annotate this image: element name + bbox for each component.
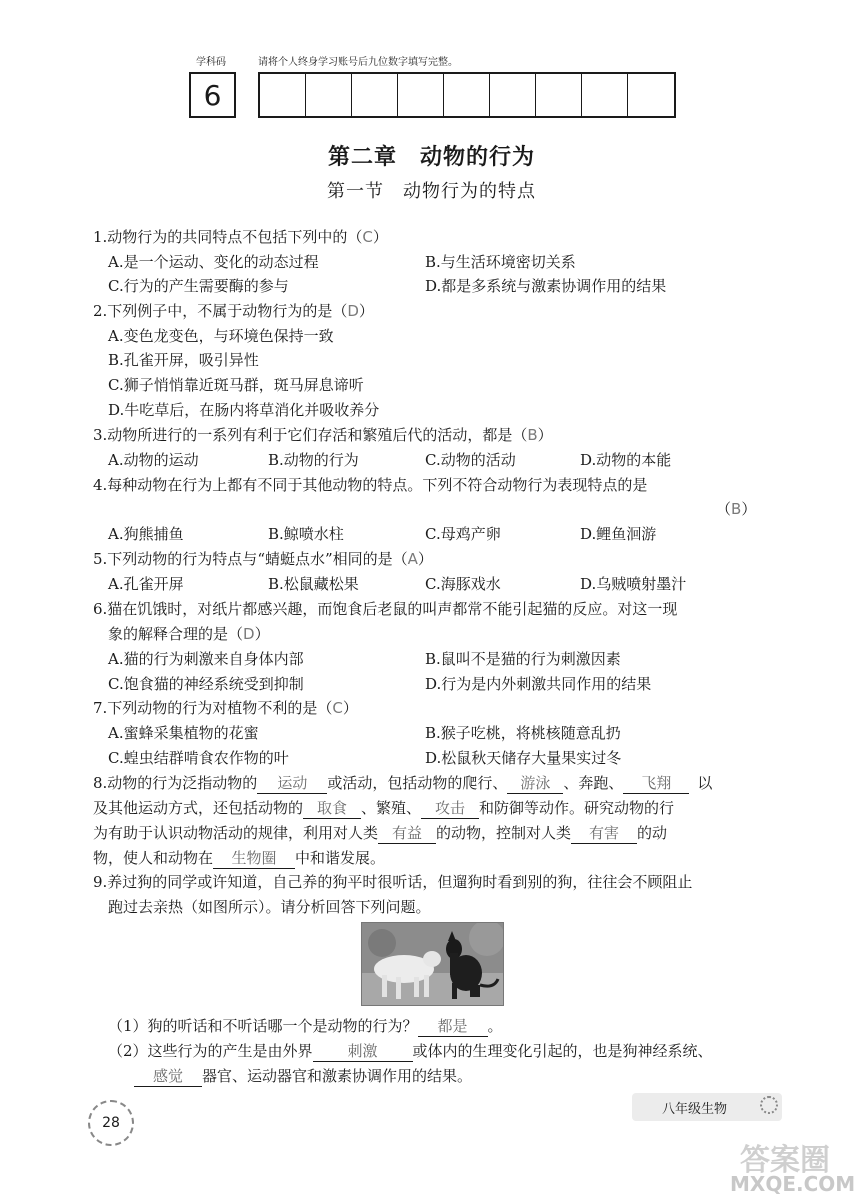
account-cell[interactable] <box>536 74 582 116</box>
chapter-title: 第二章 动物的行为 <box>327 145 535 170</box>
question-5-option-d: D.乌贼喷射墨汁 <box>580 575 687 593</box>
question-5-option-b: B.松鼠藏松果 <box>268 575 359 593</box>
question-2-answer: D <box>347 302 359 320</box>
question-9-line2: 跑过去亲热（如图所示）。请分析回答下列问题。 <box>108 898 431 916</box>
account-number-grid[interactable] <box>258 72 676 118</box>
question-6-option-c: C.饱食猫的神经系统受到抑制 <box>108 675 304 693</box>
watermark-logo: 答案圈 <box>740 1143 830 1178</box>
account-cell[interactable] <box>490 74 536 116</box>
question-6-option-a: A.猫的行为刺激来自身体内部 <box>108 650 304 668</box>
question-4-option-d: D.鲤鱼洄游 <box>580 525 657 543</box>
q9-sub1-blank[interactable]: 都是 <box>418 1016 488 1037</box>
question-2-option-a: A.变色龙变色，与环境色保持一致 <box>108 327 334 345</box>
question-3-stem: 3.动物所进行的一系列有利于它们存活和繁殖后代的活动，都是（B） <box>93 426 553 444</box>
question-3-option-c: C.动物的活动 <box>425 451 516 469</box>
question-5-answer: A <box>407 550 418 568</box>
question-3-option-a: A.动物的运动 <box>108 451 199 469</box>
account-cell[interactable] <box>306 74 352 116</box>
question-9-sub2-line2: 感觉 器官、运动器官和激素协调作用的结果。 <box>134 1066 472 1086</box>
question-5-option-c: C.海豚戏水 <box>425 575 501 593</box>
question-6-answer: D <box>243 625 255 643</box>
account-cell[interactable] <box>628 74 674 116</box>
question-2-option-c: C.狮子悄悄靠近斑马群，斑马屏息谛听 <box>108 376 364 394</box>
question-2-option-d: D.牛吃草后，在肠内将草消化并吸收养分 <box>108 401 380 419</box>
account-cell[interactable] <box>398 74 444 116</box>
question-1-option-d: D.都是多系统与激素协调作用的结果 <box>425 277 667 295</box>
q8-blank-8[interactable]: 生物圈 <box>213 848 295 869</box>
question-4-option-c: C.母鸡产卵 <box>425 525 501 543</box>
question-4-answer: B <box>731 500 742 518</box>
question-6-stem-line2: 象的解释合理的是（D） <box>108 625 270 643</box>
account-cell[interactable] <box>260 74 306 116</box>
subject-code-label: 学科码 <box>196 57 226 68</box>
q8-blank-2[interactable]: 游泳 <box>507 773 563 794</box>
question-8-line4: 物，使人和动物在 生物圈 中和谐发展。 <box>93 849 386 867</box>
q8-blank-5[interactable]: 攻击 <box>421 798 479 819</box>
question-7-answer: C <box>332 699 343 717</box>
question-3-option-d: D.动物的本能 <box>580 451 672 469</box>
question-3-option-b: B.动物的行为 <box>268 451 359 469</box>
question-4-stem: 4.每种动物在行为上都有不同于其他动物的特点。下列不符合动物行为表现特点的是 <box>93 476 648 494</box>
dogs-illustration <box>362 923 504 1006</box>
subject-code-box: 6 <box>189 72 236 118</box>
q8-blank-7[interactable]: 有害 <box>571 823 637 844</box>
page-number: 28 <box>88 1100 134 1146</box>
account-cell[interactable] <box>352 74 398 116</box>
watermark-url: MXQE.COM <box>730 1172 856 1196</box>
question-7-option-b: B.猴子吃桃，将桃核随意乱扔 <box>425 724 621 742</box>
question-2-stem: 2.下列例子中，不属于动物行为的是（D） <box>93 302 374 320</box>
question-1-stem: 1.动物行为的共同特点不包括下列中的（C） <box>93 228 388 246</box>
question-6-option-d: D.行为是内外刺激共同作用的结果 <box>425 675 652 693</box>
question-3-answer: B <box>527 426 538 444</box>
question-5-stem: 5.下列动物的行为特点与“蜻蜓点水”相同的是（A） <box>93 550 433 568</box>
question-1-answer: C <box>362 228 373 246</box>
question-8-line3: 为有助于认识动物活动的规律，利用对人类 有益 的动物，控制对人类 有害 的动 <box>93 824 668 842</box>
dogs-photo <box>361 922 504 1006</box>
question-4-option-a: A.狗熊捕鱼 <box>108 525 184 543</box>
question-1-option-b: B.与生活环境密切关系 <box>425 253 576 271</box>
question-9-line1: 9.养过狗的同学或许知道，自己养的狗平时很听话，但遛狗时看到别的狗，往往会不顾阻止 <box>93 873 693 891</box>
question-7-option-a: A.蜜蜂采集植物的花蜜 <box>108 724 259 742</box>
section-title: 第一节 动物行为的特点 <box>327 181 536 202</box>
question-5-option-a: A.孔雀开屏 <box>108 575 184 593</box>
question-7-stem: 7.下列动物的行为对植物不利的是（C） <box>93 699 358 717</box>
question-7-option-c: C.蝗虫结群啃食农作物的叶 <box>108 749 289 767</box>
question-9-sub2-line1: （2）这些行为的产生是由外界 刺激 或体内的生理变化引起的，也是狗神经系统、 <box>108 1042 713 1060</box>
q8-blank-6[interactable]: 有益 <box>378 823 436 844</box>
question-8-line1: 8.动物的行为泛指动物的 运动 或活动，包括动物的爬行、 游泳 、奔跑、 飞翔 以 <box>93 774 713 792</box>
account-instruction: 请将个人终身学习账号后九位数字填写完整。 <box>258 57 458 68</box>
decorative-gear-icon <box>760 1096 778 1114</box>
question-1-option-a: A.是一个运动、变化的动态过程 <box>108 253 319 271</box>
grade-label: 八年级生物 <box>632 1093 782 1121</box>
question-6-option-b: B.鼠叫不是猫的行为刺激因素 <box>425 650 621 668</box>
q9-sub2-blank-2[interactable]: 感觉 <box>134 1066 202 1087</box>
question-8-line2: 及其他运动方式，还包括动物的 取食 、繁殖、 攻击 和防御等动作。研究动物的行 <box>93 799 675 817</box>
q8-blank-4[interactable]: 取食 <box>303 798 361 819</box>
question-6-stem-line1: 6.猫在饥饿时，对纸片都感兴趣，而饱食后老鼠的叫声都常不能引起猫的反应。对这一现 <box>93 600 678 618</box>
q8-blank-3[interactable]: 飞翔 <box>623 773 689 794</box>
question-9-sub1: （1）狗的听话和不听话哪一个是动物的行为？ 都是 。 <box>108 1017 503 1035</box>
question-2-option-b: B.孔雀开屏，吸引异性 <box>108 351 259 369</box>
account-cell[interactable] <box>582 74 628 116</box>
question-4-option-b: B.鲸喷水柱 <box>268 525 344 543</box>
question-7-option-d: D.松鼠秋天储存大量果实过冬 <box>425 749 622 767</box>
question-1-option-c: C.行为的产生需要酶的参与 <box>108 277 289 295</box>
question-4-answer-bracket: （B） <box>716 500 757 518</box>
account-cell[interactable] <box>444 74 490 116</box>
q8-blank-1[interactable]: 运动 <box>257 773 327 794</box>
q9-sub2-blank-1[interactable]: 刺激 <box>313 1041 413 1062</box>
